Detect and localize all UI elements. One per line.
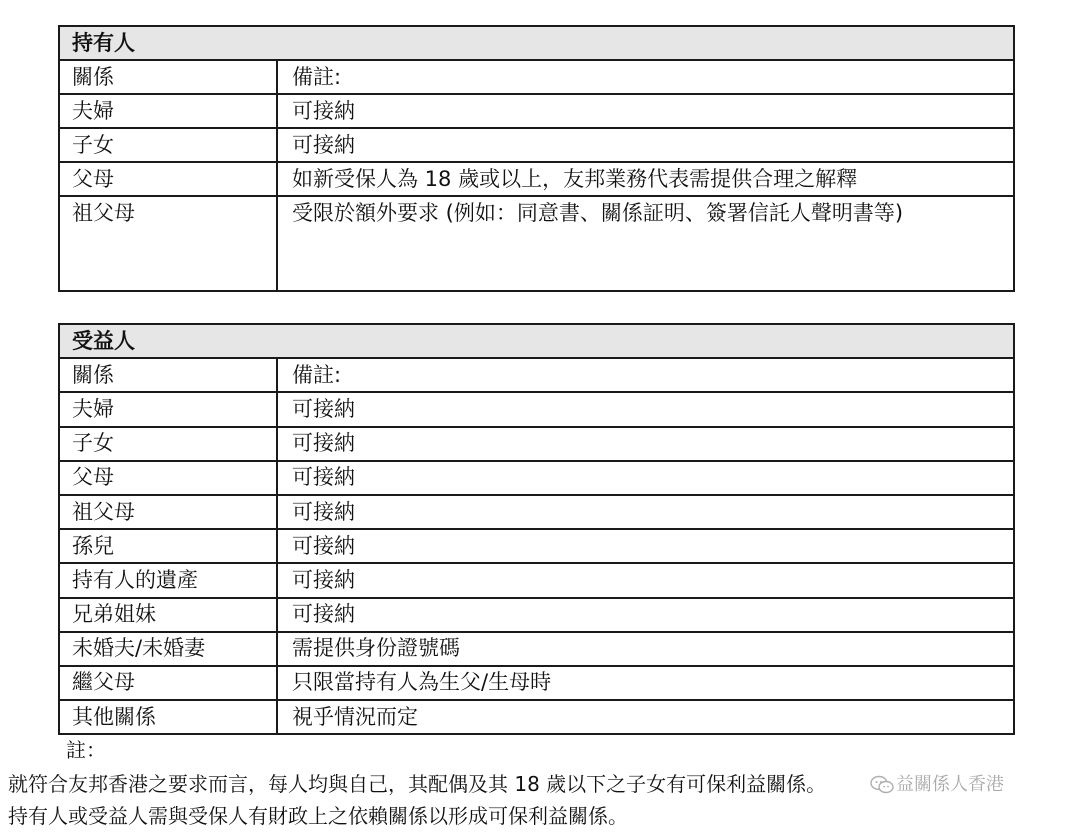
remark-cell: 可接納 <box>277 495 1014 529</box>
remark-cell: 可接納 <box>277 427 1014 461</box>
table-row <box>59 563 1014 597</box>
table-row <box>59 427 1014 461</box>
relation-cell: 其他關係 <box>59 700 277 734</box>
remark-cell: 可接納 <box>277 392 1014 426</box>
remark-cell: 可接納 <box>277 529 1014 563</box>
beneficiary-table-title-row <box>59 324 1014 358</box>
table-row <box>59 666 1014 700</box>
remark-cell: 可接納 <box>277 598 1014 632</box>
table-row <box>59 128 1014 162</box>
relation-cell: 兄弟姐妹 <box>59 598 277 632</box>
relation-cell: 父母 <box>59 162 277 196</box>
remark-cell: 需提供身份證號碼 <box>277 632 1014 666</box>
table-row <box>59 632 1014 666</box>
remark-cell: 受限於額外要求 (例如：同意書、關係証明、簽署信託人聲明書等) <box>277 196 1014 291</box>
remark-cell: 如新受保人為 18 歲或以上，友邦業務代表需提供合理之解釋 <box>277 162 1014 196</box>
table-row <box>59 196 1014 291</box>
watermark <box>870 770 1004 796</box>
remark-header: 備註: <box>277 358 1014 392</box>
table-row <box>59 598 1014 632</box>
holder-table-title: 持有人 <box>59 26 1014 60</box>
table-row <box>59 392 1014 426</box>
relation-cell: 夫婦 <box>59 392 277 426</box>
remark-cell: 可接納 <box>277 461 1014 495</box>
holder-table-header-row <box>59 60 1014 94</box>
table-row <box>59 461 1014 495</box>
relation-cell: 持有人的遺產 <box>59 563 277 597</box>
relation-cell: 孫兒 <box>59 529 277 563</box>
watermark-text: 益關係人香港 <box>896 774 1004 795</box>
beneficiary-table-header-row <box>59 358 1014 392</box>
table-row <box>59 495 1014 529</box>
note-line-1: 就符合友邦香港之要求而言，每人均與自己，其配偶及其 18 歲以下之子女有可保利益關係。 <box>8 772 827 796</box>
remark-header: 備註: <box>277 60 1014 94</box>
table-row <box>59 94 1014 128</box>
beneficiary-table <box>58 323 1015 735</box>
table-row <box>59 700 1014 734</box>
remark-cell: 可接納 <box>277 128 1014 162</box>
relation-header: 關係 <box>59 358 277 392</box>
wechat-icon <box>870 775 894 795</box>
remark-cell: 視乎情況而定 <box>277 700 1014 734</box>
holder-table <box>58 25 1015 292</box>
relation-cell: 未婚夫/未婚妻 <box>59 632 277 666</box>
relation-cell: 子女 <box>59 128 277 162</box>
remark-cell: 只限當持有人為生父/生母時 <box>277 666 1014 700</box>
note-line-2: 持有人或受益人需與受保人有財政上之依賴關係以形成可保利益關係。 <box>8 804 628 828</box>
relation-header: 關係 <box>59 60 277 94</box>
relation-cell: 父母 <box>59 461 277 495</box>
remark-cell: 可接納 <box>277 94 1014 128</box>
relation-cell: 夫婦 <box>59 94 277 128</box>
note-label: 註： <box>66 738 106 762</box>
holder-table-title-row <box>59 26 1014 60</box>
table-row <box>59 529 1014 563</box>
relation-cell: 子女 <box>59 427 277 461</box>
remark-cell: 可接納 <box>277 563 1014 597</box>
relation-cell: 祖父母 <box>59 196 277 291</box>
table-row <box>59 162 1014 196</box>
relation-cell: 祖父母 <box>59 495 277 529</box>
relation-cell: 繼父母 <box>59 666 277 700</box>
beneficiary-table-title: 受益人 <box>59 324 1014 358</box>
